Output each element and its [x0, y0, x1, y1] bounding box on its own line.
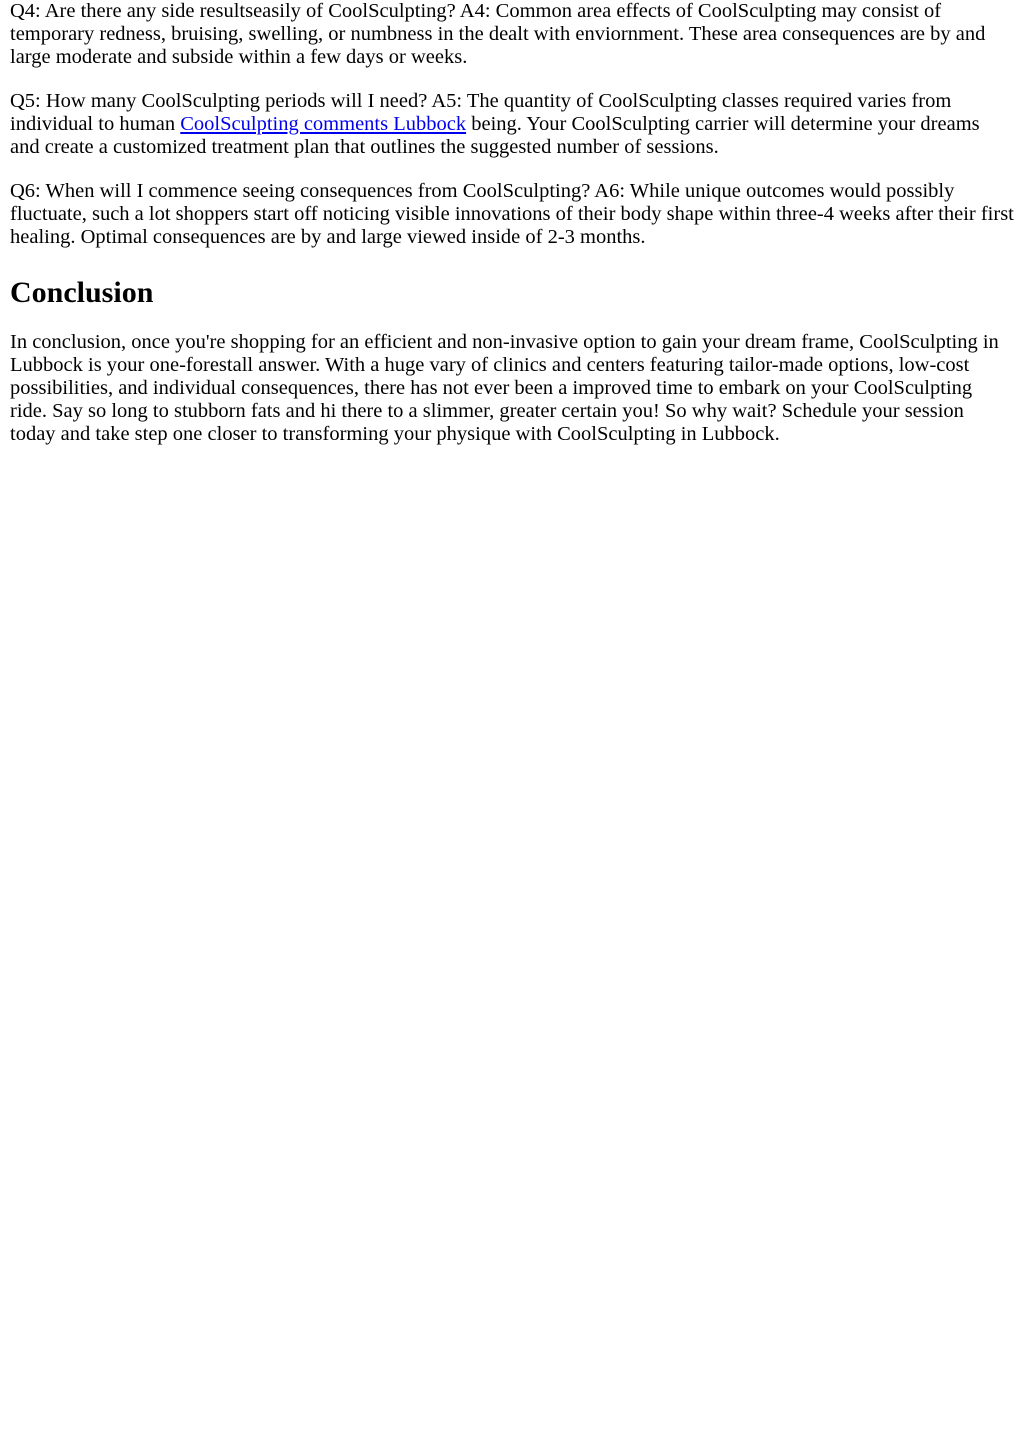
conclusion-heading: Conclusion: [10, 276, 154, 309]
faq-q4-paragraph: Q4: Are there any side resultseasily of CoolSculpting? A4: Common area effects of CoolSculpting may consist of temporary redness, bruising, swelling, or numbness in the dealt with enviornment. These area consequences are by and large moderate and subside within a few days or weeks.: [10, 0, 986, 68]
faq-q5-text-after: being. Your CoolSculpting carrier will determine your dreams and create a customized treatment plan that outlines the suggested number of sessions.: [10, 113, 980, 158]
faq-q5-text-before: Q5: How many CoolSculpting periods will I need? A5: The quantity of CoolSculpting classes required varies from individual to human: [10, 90, 952, 135]
article-body: [0, 0, 1024, 446]
coolsculpting-comments-link[interactable]: CoolSculpting comments Lubbock: [180, 113, 467, 135]
faq-q5-paragraph: [10, 90, 1014, 159]
conclusion-paragraph: In conclusion, once you're shopping for an efficient and non-invasive option to gain your dream frame, CoolSculpting in Lubbock is your one-forestall answer. With a huge vary of clinics and centers featuring tailor-made options, low-cost possibilities, and individual consequences, there has not ever been a improved time to embark on your CoolSculpting ride. Say so long to stubborn fats and hi there to a slimmer, greater certain you! So why wait? Schedule your session today and take step one closer to transforming your physique with CoolSculpting in Lubbock.: [10, 331, 999, 445]
faq-q6-paragraph: Q6: When will I commence seeing consequences from CoolSculpting? A6: While unique outcomes would possibly fluctuate, such a lot shoppers start off noticing visible innovations of their body shape within three-4 weeks after their first healing. Optimal consequences are by and large viewed inside of 2-3 months.: [10, 180, 1014, 248]
